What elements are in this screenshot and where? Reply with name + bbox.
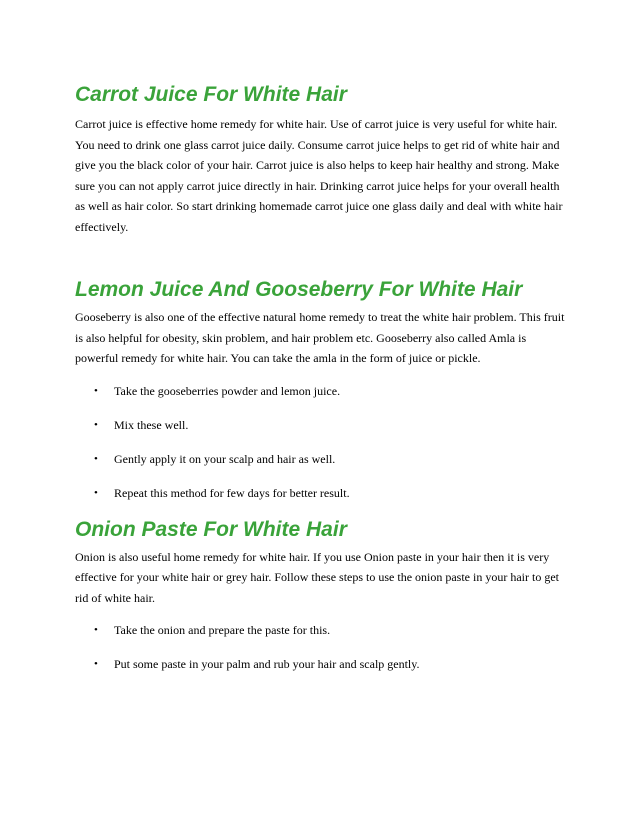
bullet-icon: • [94, 418, 98, 431]
list-item [75, 656, 565, 672]
section-paragraph: Carrot juice is effective home remedy for white hair. Use of carrot juice is very useful for white hair. You need to drink one glass carrot juice daily. Consume carrot juice helps to get rid of white hair and give you the black color of your hair. Carrot juice is also helps to keep hair healthy and strong. Make sure you can not apply carrot juice directly in hair. Drinking carrot juice helps for your overall health as well as hair color. So start drinking homemade carrot juice one glass daily and deal with white hair effectively. [75, 117, 563, 234]
bullet-icon: • [94, 452, 98, 465]
list-item-text: Gently apply it on your scalp and hair as well. [114, 451, 336, 466]
bullet-icon: • [94, 658, 98, 670]
list-item [75, 383, 565, 399]
section-heading: Onion Paste For White Hair [75, 517, 347, 541]
section-onion-paste [75, 515, 565, 673]
list-item-text: Take the onion and prepare the paste for this. [114, 623, 331, 637]
section-heading: Lemon Juice And Gooseberry For White Hair [75, 278, 523, 301]
bullet-list [75, 383, 565, 501]
list-item-text: Mix these well. [114, 417, 189, 432]
list-item [75, 417, 565, 433]
bullet-list [75, 622, 565, 672]
document-content [75, 80, 565, 672]
section-lemon-gooseberry [75, 275, 565, 501]
bullet-icon: • [94, 624, 98, 636]
list-item [75, 451, 565, 467]
bullet-icon: • [94, 384, 98, 397]
section-heading: Carrot Juice For White Hair [75, 83, 347, 106]
list-item-text: Put some paste in your palm and rub your hair and scalp gently. [114, 657, 420, 671]
list-item-text: Take the gooseberries powder and lemon juice. [114, 383, 341, 398]
list-item [75, 622, 565, 638]
section-paragraph: Gooseberry is also one of the effective natural home remedy to treat the white hair problem. This fruit is also helpful for obesity, skin problem, and hair problem etc. Gooseberry also called Amla is powerful remedy for white hair. You can take the amla in the form of juice or pickle. [75, 310, 565, 365]
list-item-text: Repeat this method for few days for better result. [114, 485, 350, 500]
bullet-icon: • [94, 486, 98, 499]
section-paragraph: Onion is also useful home remedy for white hair. If you use Onion paste in your hair then it is very effective for your white hair or grey hair. Follow these steps to use the onion paste in your hair to get rid of white hair. [75, 549, 559, 605]
list-item [75, 485, 565, 501]
section-carrot-juice [75, 80, 565, 237]
